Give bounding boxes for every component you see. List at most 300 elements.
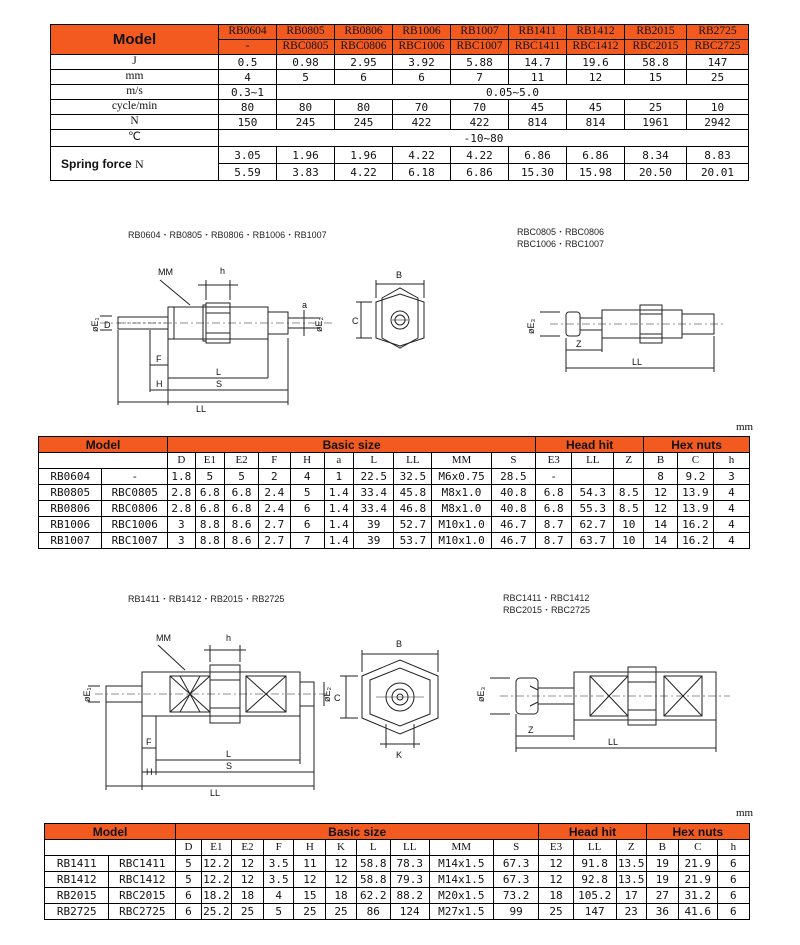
dim-column-header: MM xyxy=(429,840,493,856)
dim-cell: 12 xyxy=(294,872,326,888)
dim-data-row xyxy=(39,469,750,485)
dim-column-header: Z xyxy=(616,840,646,856)
spec-rbc-model: RBC1007 xyxy=(451,40,509,55)
dim-cell: 4 xyxy=(713,517,749,533)
dim-basic-header: Basic size xyxy=(168,437,536,453)
spec-row-label: J xyxy=(51,55,219,70)
dim-cell: - xyxy=(536,469,572,485)
dim-cell: 4 xyxy=(290,469,324,485)
dim-cell: 13.9 xyxy=(677,501,713,517)
dim-column-header: F xyxy=(264,840,294,856)
spec-cell: 10 xyxy=(687,100,749,115)
dim-cell: 8.5 xyxy=(614,485,644,501)
dim-cell: 8.6 xyxy=(225,533,259,549)
drawing1-left-caption: RB0604・RB0805・RB0806・RB1006・RB1007 xyxy=(128,230,327,240)
dim-cell: 5 xyxy=(290,485,324,501)
dim-cell: 13.5 xyxy=(617,873,645,886)
dim-cell: 46.7 xyxy=(491,533,536,549)
dim-cell: M8x1.0 xyxy=(432,485,491,501)
dim-cell: 73.2 xyxy=(494,888,539,904)
dim-cell: M10x1.0 xyxy=(432,533,491,549)
dim-column-header: S xyxy=(491,453,536,469)
dim-cell: 9.2 xyxy=(677,469,713,485)
label-e2-2: øE₂ xyxy=(322,687,332,702)
dim-data-row xyxy=(45,856,750,872)
dim-cell: RB1007 xyxy=(39,533,102,549)
dim-cell: 25.2 xyxy=(203,905,230,918)
label-e1-2: øE₁ xyxy=(82,687,92,702)
dim-cell: 6 xyxy=(290,501,324,517)
dim-cell: 5 xyxy=(225,469,259,485)
dim-column-header: E2 xyxy=(231,840,263,856)
spec-cell: 3.92 xyxy=(393,55,451,70)
label-f: F xyxy=(156,354,162,364)
dim-cell: 1.4 xyxy=(324,485,354,501)
spec-row-label: cycle/min xyxy=(51,100,219,115)
dim-cell: 8.8 xyxy=(195,533,225,549)
dim-cell: 63.7 xyxy=(572,533,614,549)
dim-cell: 25 xyxy=(539,904,573,920)
dim-basic-header: Basic size xyxy=(176,824,539,840)
spec-cell: 7 xyxy=(451,70,509,85)
dim-data-row xyxy=(39,501,750,517)
dim-column-header: C xyxy=(677,453,713,469)
dim-data-row xyxy=(45,904,750,920)
spec-cell: 5.59 xyxy=(219,164,277,181)
spec-cell: 4.22 xyxy=(393,147,451,164)
spec-cell: 70 xyxy=(451,100,509,115)
dim-cell: RBC2015 xyxy=(109,888,176,904)
dim-cell: M10x1.0 xyxy=(432,517,491,533)
dim-column-header: B xyxy=(646,840,678,856)
dim-cell: 40.8 xyxy=(491,485,536,501)
spec-row-energy xyxy=(51,55,749,70)
label-b: B xyxy=(396,270,403,280)
label-e1: øE₁ xyxy=(90,317,100,332)
label-ll-rbc: LL xyxy=(632,357,643,367)
spec-cell: 15.98 xyxy=(567,164,625,181)
drawing1-right-caption-1: RBC0805・RBC0806 xyxy=(517,227,605,237)
dim-column-header: F xyxy=(259,453,291,469)
spec-cell: 6 xyxy=(393,70,451,85)
label-a: a xyxy=(302,300,308,310)
dim-column-header: E3 xyxy=(536,453,572,469)
dim-cell: 18 xyxy=(326,888,356,904)
drawing2-left-caption: RB1411・RB1412・RB2015・RB2725 xyxy=(128,594,285,604)
dim-cell: 6.8 xyxy=(536,485,572,501)
dim-cell: 3.5 xyxy=(264,856,294,872)
dim-cell: 6.8 xyxy=(225,485,259,501)
dim-cell: 92.8 xyxy=(573,872,616,888)
spec-cell: 8.34 xyxy=(625,147,687,164)
dim-head-header: Head hit xyxy=(536,437,644,453)
spec-rb-model: RB0806 xyxy=(335,25,393,40)
dim-data-row xyxy=(45,872,750,888)
dim-cell: 6 xyxy=(717,888,749,904)
spec-row-force xyxy=(51,115,749,130)
dim-cell: 7 xyxy=(290,533,324,549)
dim-cell: 4 xyxy=(264,888,294,904)
spec-cell: 11 xyxy=(509,70,567,85)
dim-cell: 8 xyxy=(644,469,678,485)
dim-cell: 1.4 xyxy=(324,517,354,533)
spec-cell: 45 xyxy=(567,100,625,115)
label-h-2: h xyxy=(226,633,232,643)
dim-column-row xyxy=(39,453,750,469)
dim-cell: M27x1.5 xyxy=(429,904,493,920)
spec-cell: 4 xyxy=(219,70,277,85)
dim-cell: M14x1.5 xyxy=(429,872,493,888)
dim-column-header: L xyxy=(354,453,394,469)
dim-cell: 10 xyxy=(614,517,644,533)
spec-row-label: N xyxy=(51,115,219,130)
label-e3: øE₃ xyxy=(526,318,536,334)
spec-rbc-model: RBC0805 xyxy=(277,40,335,55)
spec-cell: 2.95 xyxy=(335,55,393,70)
dim-cell: 12 xyxy=(231,872,263,888)
dim-cell: 5 xyxy=(176,872,202,888)
dim-head-header: Head hit xyxy=(539,824,646,840)
drawing1-right-caption-2: RBC1006・RBC1007 xyxy=(517,239,605,249)
spec-spring-label xyxy=(51,147,219,181)
dim-cell: 40.8 xyxy=(491,501,536,517)
dim-cell: 99 xyxy=(494,904,539,920)
spec-cell: 245 xyxy=(277,115,335,130)
dim-cell: RBC1412 xyxy=(109,872,176,888)
dim-cell: 12.2 xyxy=(203,873,230,886)
dim-cell: 58.8 xyxy=(356,856,390,872)
dim-cell: 88.2 xyxy=(390,888,429,904)
spec-cell: 15.30 xyxy=(509,164,567,181)
dim-cell: 11 xyxy=(294,856,326,872)
dim-cell: 18 xyxy=(231,888,263,904)
dim-header-row xyxy=(39,437,750,453)
spec-rb-model: RB2725 xyxy=(687,25,749,40)
dim-column-header: Z xyxy=(614,453,644,469)
dim-data-row xyxy=(39,517,750,533)
dim-blank-cell xyxy=(39,453,168,469)
spec-cell: 3.83 xyxy=(277,164,335,181)
dim-cell: M14x1.5 xyxy=(429,856,493,872)
spec-row-label: mm xyxy=(51,70,219,85)
spec-cell: 15 xyxy=(625,70,687,85)
dim-cell: RB2725 xyxy=(45,904,109,920)
label-mm: MM xyxy=(158,267,173,277)
spec-cell: 58.8 xyxy=(625,55,687,70)
table1-unit: mm xyxy=(736,421,754,433)
dim-column-header: MM xyxy=(432,453,491,469)
dim-cell: 2.4 xyxy=(259,501,291,517)
dim-column-header: LL xyxy=(394,453,432,469)
dim-cell: 8.6 xyxy=(225,517,259,533)
dim-cell: 12 xyxy=(644,485,678,501)
dim-column-header: H xyxy=(290,453,324,469)
dim-table-2 xyxy=(44,823,750,920)
dim-cell: RB1412 xyxy=(45,872,109,888)
dim-cell: 79.3 xyxy=(390,872,429,888)
label-e3-2: øE₃ xyxy=(476,686,486,702)
dim-cell: 3 xyxy=(168,517,196,533)
dim-cell: 1.4 xyxy=(324,501,354,517)
dim-column-header: E1 xyxy=(201,840,231,856)
dim-hex-header: Hex nuts xyxy=(646,824,749,840)
dim-cell: 62.7 xyxy=(572,517,614,533)
dim-cell: 18 xyxy=(539,888,573,904)
dim-cell: RBC1411 xyxy=(109,856,176,872)
dim-column-header: LL xyxy=(572,453,614,469)
dim-cell: M6x0.75 xyxy=(432,469,491,485)
spec-cell: 6.86 xyxy=(567,147,625,164)
spec-row-label: ℃ xyxy=(51,130,219,147)
spec-rbc-model: RBC2015 xyxy=(625,40,687,55)
spec-cell: 80 xyxy=(277,100,335,115)
label-ll-2: LL xyxy=(210,788,221,798)
table2-unit: mm xyxy=(736,807,754,819)
dim-column-header: E1 xyxy=(195,453,225,469)
spec-row-label: m/s xyxy=(51,85,219,100)
spec-cell: 20.01 xyxy=(687,164,749,181)
dim-cell: 8.8 xyxy=(195,517,225,533)
dim-cell: 18.2 xyxy=(203,889,230,902)
spec-cell: 8.83 xyxy=(687,147,749,164)
dim-header-row xyxy=(45,824,750,840)
dim-cell: 6 xyxy=(717,904,749,920)
dim-cell: 21.9 xyxy=(678,872,717,888)
spec-rb-model: RB1411 xyxy=(509,25,567,40)
dim-cell: 21.9 xyxy=(678,856,717,872)
dim-cell xyxy=(614,469,644,485)
dim-cell: 16.2 xyxy=(677,533,713,549)
dim-cell: 52.7 xyxy=(394,517,432,533)
dim-column-header: D xyxy=(168,453,196,469)
dim-column-header: LL xyxy=(573,840,616,856)
dim-cell: 14 xyxy=(644,533,678,549)
spec-rb-model: RB1007 xyxy=(451,25,509,40)
dim-cell: 36 xyxy=(646,904,678,920)
dim-cell: RB1006 xyxy=(39,517,102,533)
spec-cell: 6.86 xyxy=(451,164,509,181)
spec-cell: 150 xyxy=(219,115,277,130)
spec-cell: 12 xyxy=(567,70,625,85)
dim-cell: 39 xyxy=(354,517,394,533)
spec-cell: -10~80 xyxy=(219,130,749,147)
dim-cell: 124 xyxy=(390,904,429,920)
dim-cell: 55.3 xyxy=(572,501,614,517)
spec-cell: 1961 xyxy=(625,115,687,130)
spec-cell: 422 xyxy=(393,115,451,130)
spec-row-cycle xyxy=(51,100,749,115)
dim-model-header: Model xyxy=(39,437,168,453)
label-ll: LL xyxy=(196,404,207,414)
dim-cell: 39 xyxy=(354,533,394,549)
spec-cell: 20.50 xyxy=(625,164,687,181)
dim-hex-header: Hex nuts xyxy=(644,437,750,453)
spec-cell: 1.96 xyxy=(277,147,335,164)
drawing2-right-caption-2: RBC2015・RBC2725 xyxy=(503,605,591,615)
label-b-2: B xyxy=(396,639,403,649)
spec-cell: 25 xyxy=(687,70,749,85)
dim-data-row xyxy=(39,533,750,549)
dim-cell: 6.8 xyxy=(536,501,572,517)
dim-model-header: Model xyxy=(45,824,176,840)
dim-cell: 12 xyxy=(326,856,356,872)
spec-cell: 0.05~5.0 xyxy=(277,85,749,100)
dim-cell: 3 xyxy=(713,469,749,485)
label-c: C xyxy=(352,316,359,326)
dim-cell: 2 xyxy=(259,469,291,485)
dim-cell: 6.8 xyxy=(195,501,225,517)
dim-cell: 12 xyxy=(539,872,573,888)
dim-cell: 12 xyxy=(644,501,678,517)
dim-column-header: E2 xyxy=(225,453,259,469)
dim-cell: 8.5 xyxy=(614,501,644,517)
dim-cell: 5 xyxy=(176,856,202,872)
spec-rb-model: RB2015 xyxy=(625,25,687,40)
dim-cell: 6 xyxy=(717,872,749,888)
spec-cell: 814 xyxy=(567,115,625,130)
label-z-2: Z xyxy=(528,725,534,735)
dim-column-header: K xyxy=(326,840,356,856)
spec-cell: 2942 xyxy=(687,115,749,130)
label-k-2: K xyxy=(396,750,403,760)
dim-cell: 32.5 xyxy=(394,469,432,485)
spec-cell: 147 xyxy=(687,55,749,70)
label-h2-2: H xyxy=(146,767,153,777)
dim-cell: 8.7 xyxy=(536,517,572,533)
dim-cell: 2.7 xyxy=(259,533,291,549)
dim-cell: 13.9 xyxy=(677,485,713,501)
dim-cell: 16.2 xyxy=(677,517,713,533)
spec-rbc-model: RBC1006 xyxy=(393,40,451,55)
dim-cell: 33.4 xyxy=(354,485,394,501)
dim-table-1 xyxy=(38,436,750,549)
dim-column-header: E3 xyxy=(539,840,573,856)
spec-rb-model: RB1006 xyxy=(393,25,451,40)
label-s: S xyxy=(216,379,223,389)
dim-cell: 54.3 xyxy=(572,485,614,501)
dim-column-header: LL xyxy=(390,840,429,856)
spec-cell: 70 xyxy=(393,100,451,115)
spec-cell: 422 xyxy=(451,115,509,130)
dim-cell: 1.8 xyxy=(168,469,196,485)
dim-cell: 105.2 xyxy=(573,888,616,904)
dim-column-header: L xyxy=(356,840,390,856)
label-z: Z xyxy=(576,339,582,349)
dim-cell: 22.5 xyxy=(354,469,394,485)
spec-model-label: Model xyxy=(51,25,219,55)
dim-cell: 62.2 xyxy=(356,888,390,904)
dim-cell: 45.8 xyxy=(394,485,432,501)
spec-cell: 4.22 xyxy=(335,164,393,181)
label-l: L xyxy=(216,367,222,377)
dim-cell: 19 xyxy=(646,856,678,872)
dim-cell: 86 xyxy=(356,904,390,920)
dim-cell: 5 xyxy=(264,904,294,920)
dim-cell: 91.8 xyxy=(573,856,616,872)
dim-cell: 15 xyxy=(294,888,326,904)
dim-cell: 5 xyxy=(195,469,225,485)
dim-cell: 12 xyxy=(326,872,356,888)
spec-cell: 19.6 xyxy=(567,55,625,70)
dim-column-row xyxy=(45,840,750,856)
dim-cell: 27 xyxy=(646,888,678,904)
spec-rbc-model: RBC2725 xyxy=(687,40,749,55)
dim-cell: M8x1.0 xyxy=(432,501,491,517)
dim-cell: RB2015 xyxy=(45,888,109,904)
dim-column-header: h xyxy=(717,840,749,856)
dim-cell: 12.2 xyxy=(203,857,230,870)
dim-column-header: a xyxy=(324,453,354,469)
label-mm-2: MM xyxy=(156,633,171,643)
dim-cell: 2.7 xyxy=(259,517,291,533)
dim-cell: RBC2725 xyxy=(109,904,176,920)
spec-cell: 5.88 xyxy=(451,55,509,70)
dim-cell xyxy=(572,469,614,485)
dim-cell: 6 xyxy=(717,856,749,872)
dim-cell: RBC1006 xyxy=(102,517,168,533)
spec-cell: 80 xyxy=(335,100,393,115)
dim-column-header: h xyxy=(713,453,749,469)
spec-cell: 45 xyxy=(509,100,567,115)
label-c-2: C xyxy=(334,693,341,703)
spec-row-speed xyxy=(51,85,749,100)
label-s-2: S xyxy=(226,761,233,771)
dim-cell: RB0604 xyxy=(39,469,102,485)
dim-cell: 25 xyxy=(326,904,356,920)
dim-cell: 6 xyxy=(290,517,324,533)
spec-cell: 1.96 xyxy=(335,147,393,164)
spec-cell: 14.7 xyxy=(509,55,567,70)
spec-rbc-model: - xyxy=(219,40,277,55)
dim-cell: RB1411 xyxy=(45,856,109,872)
spec-cell: 3.05 xyxy=(219,147,277,164)
dim-cell: 6 xyxy=(176,888,202,904)
drawing2-right-caption-1: RBC1411・RBC1412 xyxy=(503,593,590,603)
dim-cell: 13.5 xyxy=(617,857,645,870)
dim-data-row xyxy=(39,485,750,501)
dim-cell: 2.8 xyxy=(168,485,196,501)
dim-cell: 4 xyxy=(713,533,749,549)
label-f-2: F xyxy=(146,737,152,747)
spec-rbc-model: RBC1412 xyxy=(567,40,625,55)
dim-cell: 2.8 xyxy=(168,501,196,517)
dim-cell: 1 xyxy=(324,469,354,485)
dim-cell: 6 xyxy=(176,904,202,920)
dim-cell: 46.8 xyxy=(394,501,432,517)
spec-row-stroke xyxy=(51,70,749,85)
dim-cell: 67.3 xyxy=(494,872,539,888)
label-h: h xyxy=(220,266,226,276)
spec-rb-model: RB0805 xyxy=(277,25,335,40)
dim-cell: 78.3 xyxy=(390,856,429,872)
spec-header-row xyxy=(51,25,749,40)
spec-cell: 0.3~1 xyxy=(219,85,277,100)
spec-rb-model: RB1412 xyxy=(567,25,625,40)
spec-cell: 245 xyxy=(335,115,393,130)
dim-cell: 25 xyxy=(294,904,326,920)
dim-cell: 17 xyxy=(616,888,646,904)
dim-cell: 53.7 xyxy=(394,533,432,549)
dim-cell: 12 xyxy=(231,856,263,872)
label-l-2: L xyxy=(226,749,232,759)
dim-column-header: H xyxy=(294,840,326,856)
spec-rb-model: RB0604 xyxy=(219,25,277,40)
dim-cell: RB0805 xyxy=(39,485,102,501)
dim-cell: 3 xyxy=(168,533,196,549)
spec-cell: 6 xyxy=(335,70,393,85)
dim-cell: RB0806 xyxy=(39,501,102,517)
dim-cell: RBC0805 xyxy=(102,485,168,501)
